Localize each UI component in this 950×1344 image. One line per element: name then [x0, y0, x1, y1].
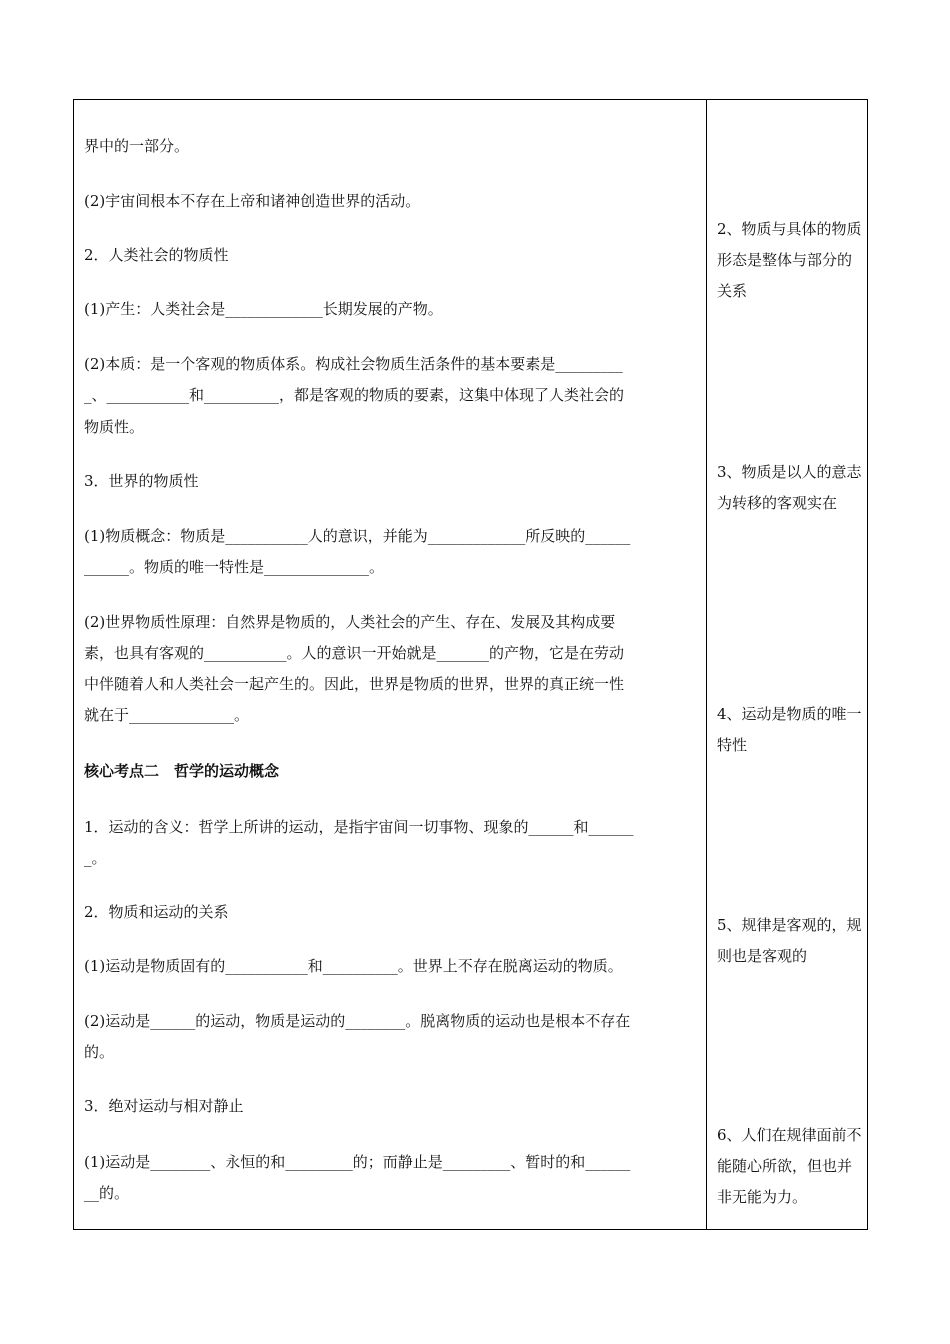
text-line: (1)运动是物质固有的___________和__________。世界上不存在脱离运动的物质。: [84, 957, 623, 975]
text-line: (1)物质概念：物质是___________人的意识，并能为_____________所反映的______: [84, 527, 631, 545]
section-heading: 3．绝对运动与相对静止: [84, 1097, 244, 1115]
margin-note: 5、规律是客观的，规则也是客观的: [717, 916, 862, 965]
text-line: ______。物质的唯一特性是______________。: [84, 558, 385, 576]
margin-note: 3、物质是以人的意志为转移的客观实在: [717, 463, 862, 512]
document-table: [73, 99, 868, 1230]
notes-column: [707, 100, 867, 1229]
section-heading: 2．物质和运动的关系: [84, 903, 229, 921]
text-line: 就在于______________。: [84, 706, 250, 724]
text-line: __的。: [84, 1184, 130, 1202]
text-line: (2)世界物质性原理：自然界是物质的，人类社会的产生、存在、发展及其构成要: [84, 613, 616, 631]
text-line: 物质性。: [84, 418, 145, 436]
core-topic-heading: 核心考点二 哲学的运动概念: [84, 762, 280, 780]
text-line: (1)运动是________、永恒的和_________的；而静止是_________、暂时的和______: [84, 1153, 631, 1171]
text-line: 的。: [84, 1043, 115, 1061]
text-line: 1．运动的含义：哲学上所讲的运动，是指宇宙间一切事物、现象的______和______: [84, 818, 634, 836]
text-line: (1)产生：人类社会是_____________长期发展的产物。: [84, 300, 443, 318]
text-line: (2)宇宙间根本不存在上帝和诸神创造世界的活动。: [84, 192, 421, 210]
text-line: (2)运动是______的运动，物质是运动的________。脱离物质的运动也是根本不存在: [84, 1012, 631, 1030]
text-line: _、___________和__________，都是客观的物质的要素，这集中体现了人类社会的: [84, 386, 625, 404]
margin-note: 4、运动是物质的唯一特性: [717, 705, 862, 754]
margin-note: 2、物质与具体的物质形态是整体与部分的关系: [717, 220, 862, 300]
text-line: _。: [84, 849, 107, 867]
main-column: [74, 100, 706, 1229]
text-line: 界中的一部分。: [84, 137, 190, 155]
text-line: 中伴随着人和人类社会一起产生的。因此，世界是物质的世界，世界的真正统一性: [84, 675, 625, 693]
text-line: (2)本质：是一个客观的物质体系。构成社会物质生活条件的基本要素是_________: [84, 355, 623, 373]
text-line: 素，也具有客观的___________。人的意识一开始就是_______的产物，它是在劳动: [84, 644, 625, 662]
section-heading: 2．人类社会的物质性: [84, 246, 229, 264]
margin-note: 6、人们在规律面前不能随心所欲，但也并非无能为力。: [717, 1126, 862, 1206]
section-heading: 3．世界的物质性: [84, 472, 199, 490]
